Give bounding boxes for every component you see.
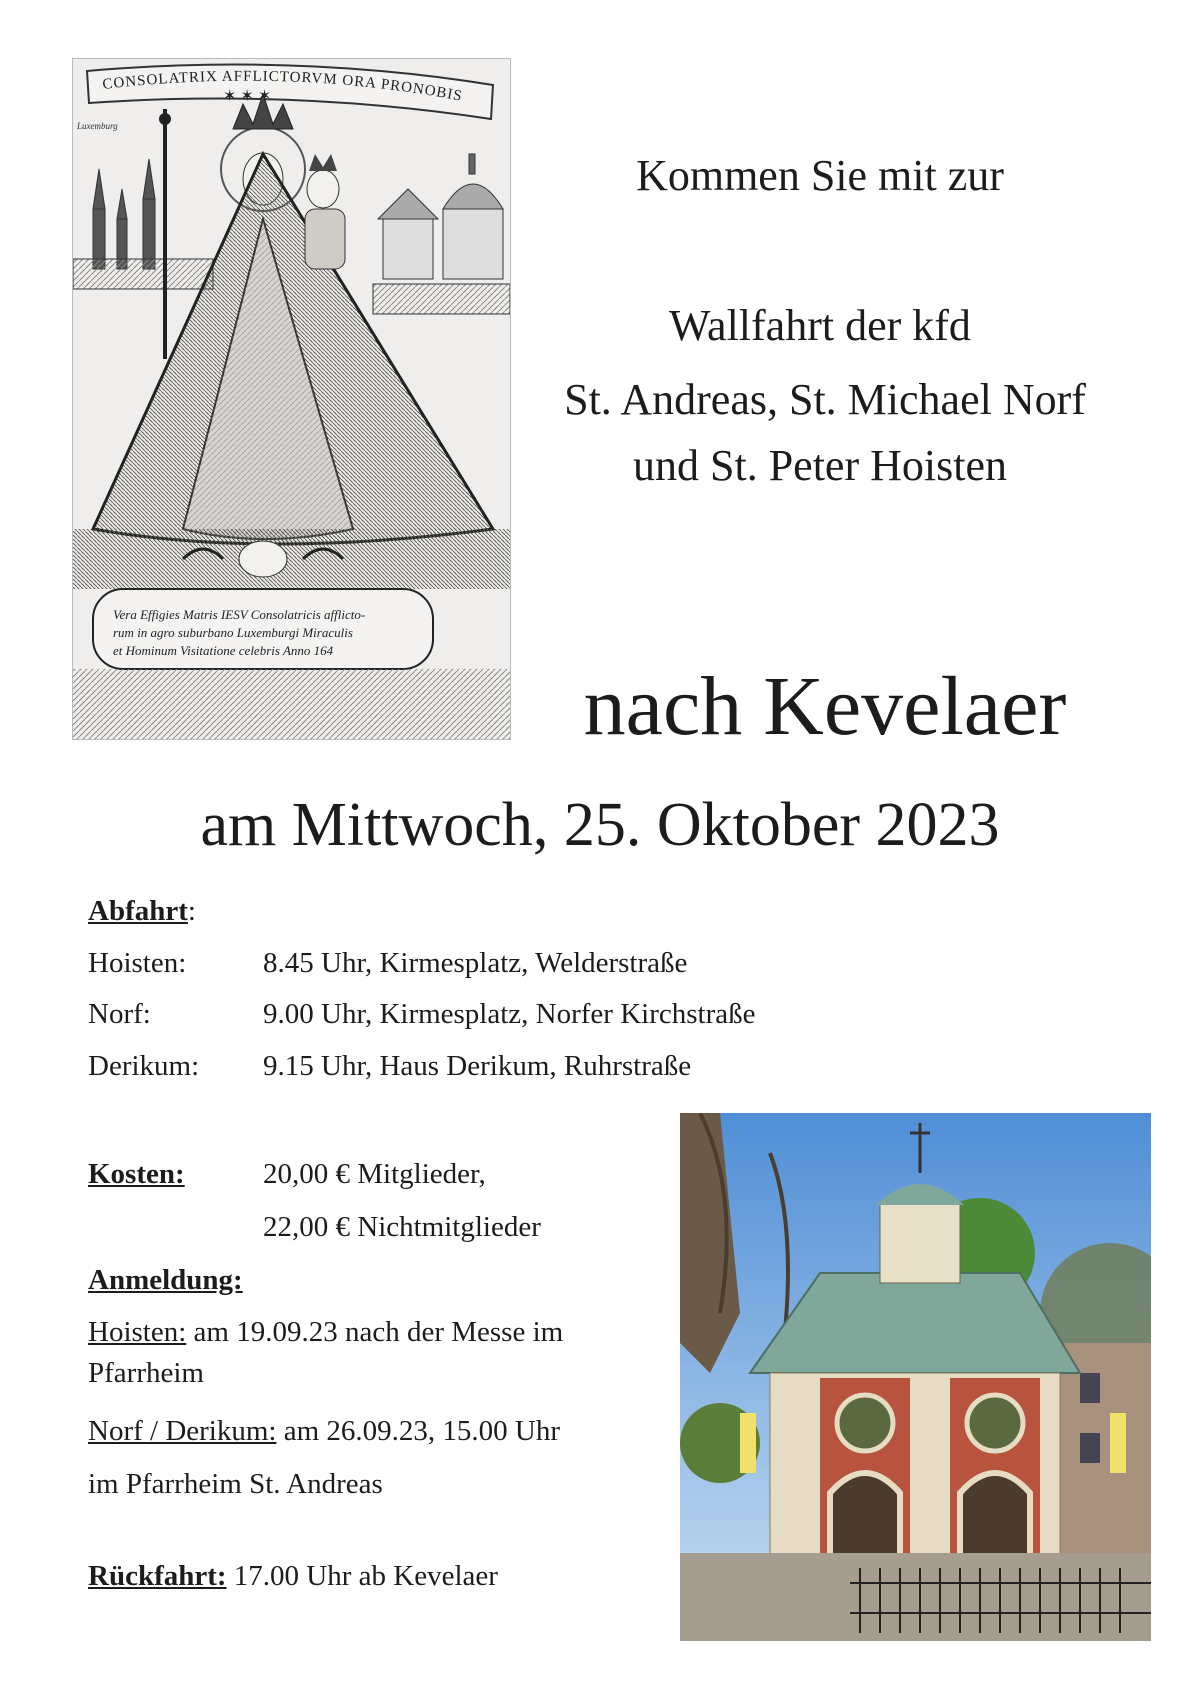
event-title-line3: und St. Peter Hoisten bbox=[633, 441, 1007, 490]
departure-label-colon: : bbox=[187, 895, 196, 927]
return-trip-text: 17.00 Uhr ab Kevelaer bbox=[226, 1560, 498, 1592]
departure-place-derikum: Derikum: bbox=[88, 1050, 200, 1082]
intro-text: Kommen Sie mit zur bbox=[636, 151, 1004, 200]
costs-non-members: 22,00 € Nichtmitglieder bbox=[263, 1211, 541, 1243]
event-title-line2: St. Andreas, St. Michael Norf bbox=[564, 375, 1086, 424]
departure-place-hoisten: Hoisten: bbox=[88, 947, 187, 979]
return-trip bbox=[88, 1560, 498, 1593]
destination-heading: nach Kevelaer bbox=[583, 660, 1067, 753]
engraving-banner-text: CONSOLATRIX AFFLICTORVM ORA PRONOBIS bbox=[101, 68, 464, 105]
madonna-engraving-image bbox=[72, 58, 511, 740]
engraving-caption-line1: Vera Effigies Matris IESV Consolatricis afflicto- bbox=[113, 607, 366, 622]
chapel-photo bbox=[680, 1113, 1151, 1641]
return-trip-label: Rückfahrt: bbox=[88, 1560, 227, 1592]
registration-hoisten-text2: Pfarrheim bbox=[88, 1357, 204, 1389]
costs-members: 20,00 € Mitglieder, bbox=[263, 1158, 486, 1190]
departure-detail-hoisten: 8.45 Uhr, Kirmesplatz, Welderstraße bbox=[263, 947, 688, 979]
registration-hoisten-label: Hoisten: bbox=[88, 1316, 187, 1348]
engraving-illustration bbox=[73, 59, 510, 739]
registration-norf bbox=[88, 1415, 668, 1448]
chapel-illustration bbox=[680, 1113, 1151, 1641]
departure-heading bbox=[88, 895, 196, 928]
registration-hoisten bbox=[88, 1316, 668, 1349]
costs-label: Kosten: bbox=[88, 1158, 185, 1190]
engraving-place-label: Luxemburg bbox=[77, 121, 118, 131]
registration-label: Anmeldung: bbox=[88, 1264, 243, 1296]
engraving-caption-line3: et Hominum Visitatione celebris Anno 164 bbox=[113, 643, 334, 658]
registration-norf-text2: im Pfarrheim St. Andreas bbox=[88, 1468, 383, 1500]
event-title-line1: Wallfahrt der kfd bbox=[669, 301, 971, 350]
svg-text:✶ ✶ ✶: ✶ ✶ ✶ bbox=[223, 88, 272, 105]
registration-norf-text: am 26.09.23, 15.00 Uhr bbox=[276, 1415, 560, 1447]
departure-label: Abfahrt bbox=[88, 895, 188, 927]
event-date: am Mittwoch, 25. Oktober 2023 bbox=[200, 791, 1000, 859]
registration-norf-label: Norf / Derikum: bbox=[88, 1415, 277, 1447]
departure-detail-derikum: 9.15 Uhr, Haus Derikum, Ruhrstraße bbox=[263, 1050, 692, 1082]
engraving-caption-line2: rum in agro suburbano Luxemburgi Miraculis bbox=[113, 625, 353, 640]
departure-detail-norf: 9.00 Uhr, Kirmesplatz, Norfer Kirchstraße bbox=[263, 998, 756, 1030]
departure-place-norf: Norf: bbox=[88, 998, 151, 1030]
registration-hoisten-text: am 19.09.23 nach der Messe im bbox=[186, 1316, 564, 1348]
